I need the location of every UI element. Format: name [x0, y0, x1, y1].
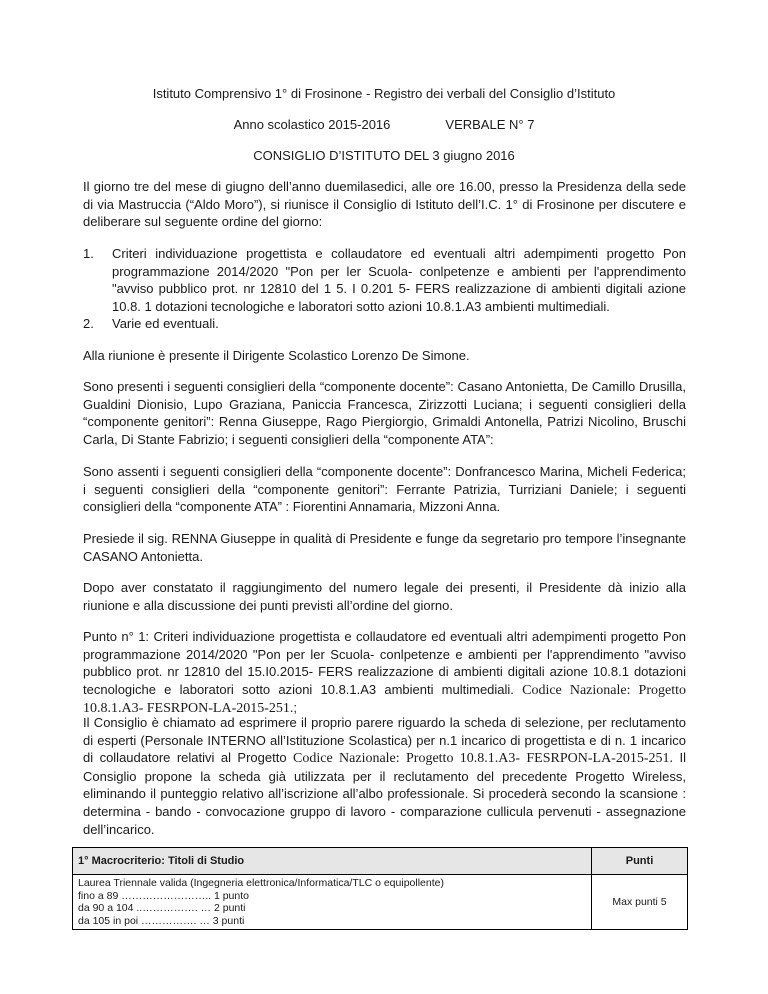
consiglio-code: Codice Nazionale: Progetto 10.8.1.A3- FESRPON-LA-2015-251. [293, 751, 674, 767]
criteria-header: 1° Macrocriterio: Titoli di Studio [73, 848, 592, 875]
consiglio-text-a: Il Consiglio è chiamato ad esprimere il proprio parere riguardo la scheda di selezione, per reclutamento di esperti (Personale INTERNO all’Istituzione Scolastica) per n.1 incarico di progettista e di n. 1 incarico di collaudatore relativi al Progetto [83, 715, 686, 766]
dirigente-paragraph: Alla riunione è presente il Dirigente Scolastico Lorenzo De Simone. [83, 348, 470, 363]
punto-1-code: Codice Nazionale: Progetto 10.8.1.A3- FESRPON-LA-2015-251. [83, 682, 686, 717]
punto-1-paragraph [83, 628, 686, 718]
agenda-list [83, 245, 686, 333]
consiglio-paragraph [83, 714, 686, 838]
agenda-item-number: 1. [83, 246, 94, 261]
consiglio-text-b: Il Consiglio propone la scheda già utilizzata per il reclutamento del precedente Progetto Wireless, eliminando il punteggio relativo all’iscrizione all’albo professionale. Si procederà secondo la scansione : determina - bando - convocazione gruppo di lavoro - comparazione cullicula pervenuti - assegnazione dell’incarico. [83, 750, 686, 837]
punto-1-end: ; [293, 700, 298, 716]
punto-1-text: Punto n° 1: Criteri individuazione progettista e collaudatore ed eventuali altri adempimenti progetto Pon programmazione 2014/2020 "Pon per ler Scuola- conlpetenze e ambienti per l'apprendimento "avviso pubblico prot. nr 12810 del 15.I0.2015- FERS realizzazione di ambienti digitali azione 10.8.1 dotazioni tecnologiche e laboratori sotto azioni 10.8.1.A3 ambienti multimediali. [83, 629, 686, 697]
intro-paragraph: Il giorno tre del mese di giugno dell’anno duemilasedici, alle ore 16.00, presso la Presidenza della sede di via Mastruccia (“Aldo Moro”), si riunisce il Consiglio di Istituto dell’I.C. 1° di Frosinone per discutere e deliberare sul seguente ordine del giorno: [83, 179, 686, 230]
verbale-number: VERBALE N° 7 [445, 117, 535, 132]
criteria-line: Laurea Triennale valida (Ingegneria elettronica/Informatica/TLC o equipollente) [78, 877, 444, 889]
document-header: Istituto Comprensivo 1° di Frosinone - Registro dei verbali del Consiglio d’Istituto [152, 86, 616, 101]
points-cell: Max punti 5 [592, 875, 688, 930]
year-line [0, 116, 768, 134]
table-row [73, 875, 688, 930]
criteria-line: da 90 a 104 ..……………. … 2 punti [78, 902, 246, 914]
presenti-paragraph: Sono presenti i seguenti consiglieri della “componente docente”: Casano Antonietta, De Camillo Drusilla, Gualdini Dionisio, Lupo Graziana, Paniccia Francesca, Zirizzotti Luciana; i seguenti consiglieri della “componente genitori”: Renna Giuseppe, Rago Piergiorgio, Grimaldi Antonella, Patrizi Nicolino, Bruschi Carla, Di Stante Fabrizio; i seguenti consiglieri della “componente ATA”: [83, 379, 686, 447]
criteria-table [72, 847, 688, 930]
agenda-item [83, 315, 686, 333]
agenda-item-text: Criteri individuazione progettista e collaudatore ed eventuali altri adempimenti progetto Pon programmazione 2014/2020 "Pon per ler Scuola- conlpetenze e ambienti per l'apprendimento "avviso pubblico prot. nr 12810 del 1 5. I 0.201 5- FERS realizzazione di ambienti digitali azione 10.8. 1 dotazioni tecnologiche e laboratori sotto azioni 10.8.1.A3 ambienti multimediali. [112, 246, 686, 314]
criteria-line: da 105 in poi ……………. … 3 punti [78, 914, 245, 927]
criteria-line: fino a 89 …………………….. 1 punto [78, 889, 249, 902]
criteria-cell [73, 875, 592, 930]
school-year: Anno scolastico 2015-2016 [233, 117, 391, 132]
table-header-row [73, 848, 688, 875]
presiede-paragraph: Presiede il sig. RENNA Giuseppe in qualità di Presidente e funge da segretario pro tempore l’insegnante CASANO Antonietta. [83, 531, 686, 564]
points-header: Punti [592, 848, 688, 875]
agenda-item-number: 2. [83, 316, 94, 332]
agenda-item-text: Varie ed eventuali. [112, 316, 219, 332]
document-title: CONSIGLIO D’ISTITUTO DEL 3 giugno 2016 [253, 148, 515, 163]
assenti-paragraph: Sono assenti i seguenti consiglieri della “componente docente”: Donfrancesco Marina, Micheli Federica; i seguenti consiglieri della “componente genitori”: Ferrante Patrizia, Turriziani Daniele; i seguenti consiglieri della “componente ATA” : Fiorentini Annamaria, Mizzoni Anna. [83, 464, 686, 515]
constatato-paragraph: Dopo aver constatato il raggiungimento del numero legale dei presenti, il Presidente dà inizio alla riunione e alla discussione dei punti previsti all’ordine del giorno. [83, 580, 686, 613]
agenda-item [83, 245, 686, 315]
